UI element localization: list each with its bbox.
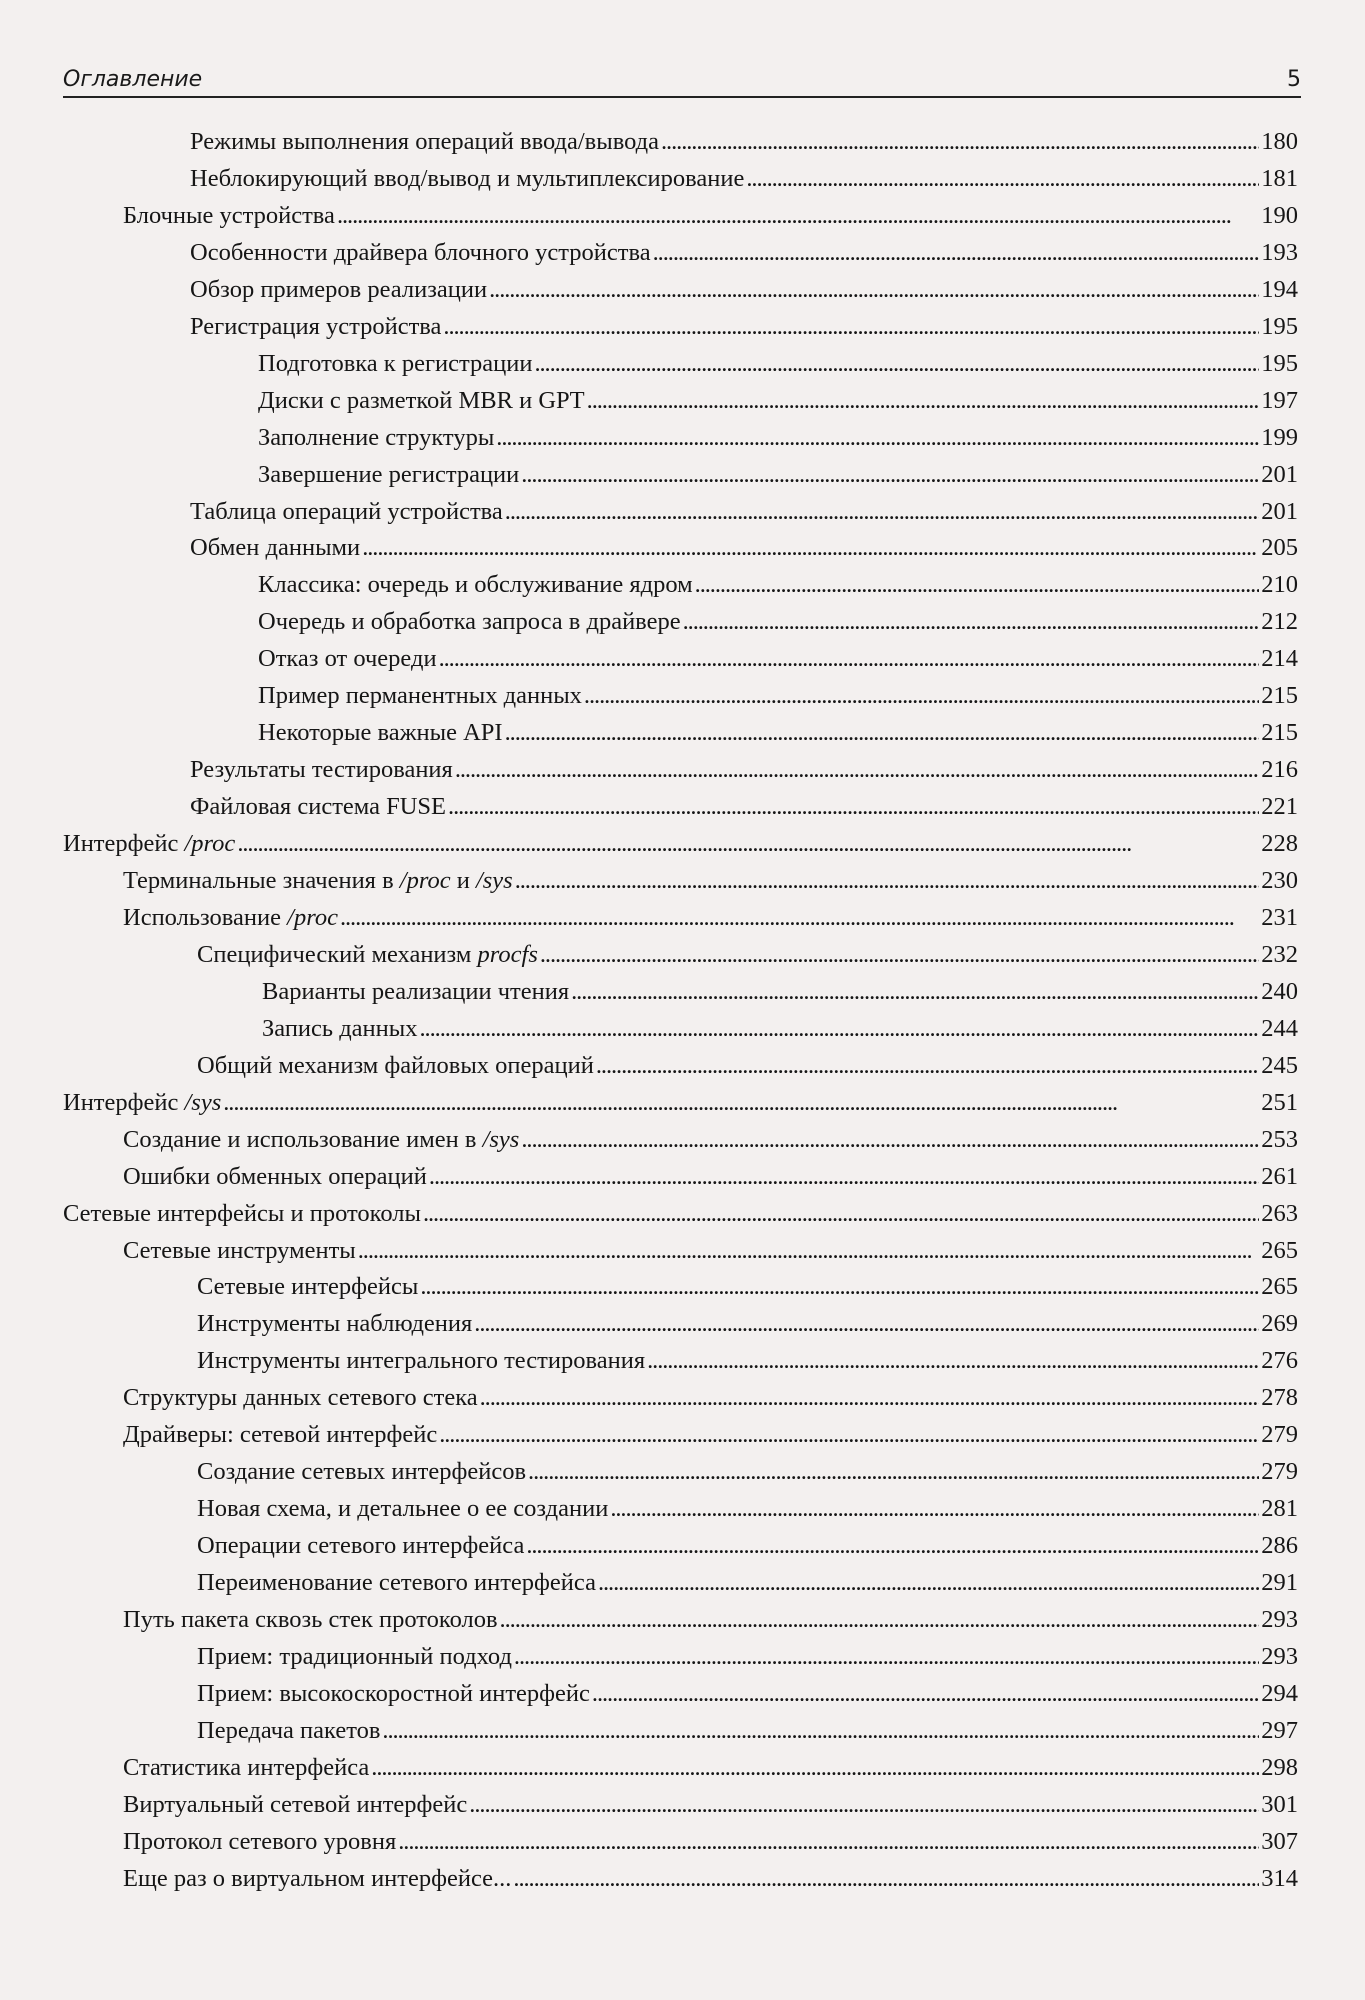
dot-leader — [371, 1754, 1259, 1782]
toc-entry-title: Прием: высокоскоростной интерфейс — [197, 1679, 590, 1707]
dot-leader — [480, 1384, 1260, 1412]
toc-entry-page: 293 — [1261, 1606, 1298, 1633]
dot-leader — [496, 424, 1259, 452]
dot-leader — [382, 1717, 1259, 1745]
toc-entry-page: 240 — [1261, 977, 1298, 1005]
toc-entry-title: Файловая система FUSE — [190, 793, 447, 821]
toc-entry-page: 314 — [1261, 1864, 1298, 1892]
toc-entry-page: 291 — [1261, 1569, 1298, 1597]
toc-entry-title: Статистика интерфейса — [123, 1753, 370, 1781]
dot-leader — [340, 904, 1259, 932]
dot-leader — [526, 1532, 1259, 1560]
toc-entry-page: 193 — [1261, 238, 1298, 266]
toc-entry-title: Некоторые важные API — [258, 719, 503, 747]
toc-entry-page: 199 — [1261, 423, 1298, 451]
toc-entry-title — [63, 1089, 223, 1117]
toc-entry-title: Еще раз о виртуальном интерфейсе... — [123, 1864, 512, 1892]
toc-entry-title: Протокол сетевого уровня — [123, 1827, 397, 1855]
dot-leader — [647, 1347, 1259, 1375]
toc-entry-page: 201 — [1261, 460, 1298, 488]
dot-leader — [455, 756, 1259, 784]
dot-leader — [223, 1089, 1259, 1117]
toc-entry-title — [63, 830, 237, 858]
toc-entry-page: 215 — [1261, 719, 1298, 747]
toc-entry-title: Драйверы: сетевой интерфейс — [123, 1421, 438, 1449]
page-number: 5 — [1287, 67, 1301, 92]
toc-entry-title-part: Создание и использование имен в — [123, 1125, 483, 1153]
dot-leader — [584, 682, 1259, 710]
toc-entry-page: 253 — [1261, 1125, 1298, 1153]
toc-entry-title-part: /sys — [184, 1088, 222, 1116]
toc-entry-title: Неблокирующий ввод/вывод и мультиплексирование — [190, 164, 745, 192]
toc-entry-page: 279 — [1261, 1458, 1298, 1486]
toc-entry-page: 210 — [1261, 571, 1298, 599]
dot-leader — [534, 350, 1259, 378]
dot-leader — [596, 1052, 1259, 1080]
toc-entry-title: Создание сетевых интерфейсов — [197, 1458, 527, 1486]
toc-entry-title: Заполнение структуры — [258, 423, 495, 451]
toc-entry-title: Очередь и обработка запроса в драйвере — [258, 608, 681, 636]
toc-entry-title — [123, 1126, 521, 1154]
dot-leader — [337, 202, 1259, 230]
toc-entry-title-part: Использование — [123, 903, 288, 931]
toc-entry-title: Путь пакета сквозь стек протоколов — [123, 1606, 498, 1633]
toc-entry-title: Передача пакетов — [197, 1716, 381, 1744]
dot-leader — [513, 1865, 1259, 1893]
toc-entry-page: 197 — [1261, 386, 1298, 414]
toc-entry-page: 281 — [1261, 1495, 1298, 1523]
dot-leader — [358, 1237, 1260, 1265]
dot-leader — [592, 1680, 1259, 1708]
toc-entry-title-part: Терминальные значения в — [123, 867, 400, 894]
toc-entry-page: 195 — [1261, 349, 1298, 377]
toc-entry-title: Общий механизм файловых операций — [197, 1051, 594, 1079]
dot-leader — [521, 1126, 1259, 1154]
toc-entry-title: Сетевые интерфейсы — [197, 1273, 419, 1301]
toc-entry-title: Сетевые интерфейсы и протоколы — [63, 1199, 421, 1227]
dot-leader — [661, 128, 1259, 156]
dot-leader — [746, 165, 1259, 193]
dot-leader — [439, 1421, 1259, 1449]
toc-entry-title: Прием: традиционный подход — [197, 1642, 512, 1670]
toc-entry-page: 245 — [1261, 1051, 1298, 1079]
toc-entry-page: 190 — [1261, 201, 1298, 229]
toc-entry-title: Отказ от очереди — [258, 645, 437, 673]
dot-leader — [653, 239, 1260, 267]
toc-entry-title — [123, 904, 340, 932]
toc-entry-page: 205 — [1261, 534, 1298, 562]
toc-entry-page: 216 — [1261, 756, 1298, 784]
toc-entry-title: Таблица операций устройства — [190, 497, 503, 525]
toc-entry-page: 180 — [1261, 128, 1298, 155]
toc-entry-title: Инструменты наблюдения — [197, 1310, 473, 1338]
toc-entry-title-part: /proc — [399, 867, 451, 894]
running-title: Оглавление — [63, 67, 203, 92]
toc-entry-page: 278 — [1261, 1384, 1298, 1412]
toc-entry-page: 279 — [1261, 1421, 1298, 1449]
dot-leader — [237, 830, 1259, 858]
toc-entry-title — [197, 941, 540, 969]
toc-entry-title-part: и — [450, 867, 476, 894]
toc-entry-title: Особенности драйвера блочного устройства — [190, 238, 651, 266]
dot-leader — [420, 1015, 1260, 1043]
dot-leader — [420, 1273, 1259, 1301]
toc-entry-title: Пример перманентных данных — [258, 682, 582, 710]
dot-leader — [521, 461, 1259, 489]
dot-leader — [423, 1200, 1259, 1228]
toc-entry-page: 265 — [1261, 1236, 1298, 1264]
toc-entry-page: 231 — [1261, 903, 1298, 931]
toc-entry-title: Структуры данных сетевого стека — [123, 1384, 478, 1412]
toc-entry-title-part: Специфический механизм — [197, 940, 478, 968]
toc-entry-title-part: /proc — [184, 830, 236, 858]
dot-leader — [528, 1458, 1259, 1486]
toc-entry-title — [123, 867, 515, 895]
dot-leader — [695, 571, 1260, 599]
toc-entry-title: Завершение регистрации — [258, 460, 520, 488]
toc-entry-page: 261 — [1261, 1162, 1298, 1190]
toc-entry-page: 301 — [1261, 1790, 1298, 1818]
dot-leader — [598, 1569, 1259, 1597]
toc-entry-page: 294 — [1261, 1679, 1298, 1707]
toc-entry-page: 269 — [1261, 1310, 1298, 1338]
toc-entry-title: Сетевые инструменты — [123, 1236, 356, 1264]
toc-entry-page: 212 — [1261, 608, 1298, 636]
toc-entry-page: 265 — [1261, 1273, 1298, 1301]
toc-entry-title: Регистрация устройства — [190, 312, 442, 340]
toc-entry-page: 230 — [1261, 867, 1298, 894]
toc-entry-page: 228 — [1261, 830, 1298, 858]
toc-entry-title: Инструменты интегрального тестирования — [197, 1347, 646, 1375]
dot-leader — [571, 978, 1259, 1006]
dot-leader — [514, 1643, 1259, 1671]
toc-entry-title-part: /sys — [482, 1125, 520, 1153]
dot-leader — [362, 534, 1259, 562]
dot-leader — [489, 276, 1259, 304]
toc-entry-title: Новая схема, и детальнее о ее создании — [197, 1495, 609, 1523]
toc-entry-title: Ошибки обменных операций — [123, 1162, 427, 1190]
toc-entry-title: Операции сетевого интерфейса — [197, 1532, 525, 1560]
dot-leader — [469, 1791, 1259, 1819]
toc-entry-title-part: /proc — [287, 903, 338, 931]
dot-leader — [505, 498, 1259, 526]
toc-entry-title-part: /sys — [475, 867, 513, 894]
toc-entry-page: 298 — [1261, 1753, 1298, 1781]
dot-leader — [500, 1606, 1260, 1634]
dot-leader — [683, 608, 1260, 636]
dot-leader — [505, 719, 1260, 747]
toc-entry-page: 293 — [1261, 1642, 1298, 1670]
toc-entry-page: 195 — [1261, 312, 1298, 340]
dot-leader — [443, 313, 1259, 341]
toc-entry-page: 215 — [1261, 682, 1298, 710]
toc-entry-page: 214 — [1261, 645, 1298, 673]
toc-entry-page: 244 — [1261, 1014, 1298, 1042]
running-header — [63, 62, 1301, 98]
dot-leader — [398, 1828, 1259, 1856]
toc-entry-page: 251 — [1261, 1088, 1298, 1116]
dot-leader — [540, 941, 1259, 969]
dot-leader — [610, 1495, 1259, 1523]
dot-leader — [439, 645, 1260, 673]
toc-entry-page: 276 — [1261, 1347, 1298, 1375]
toc-entry-title-part: Интерфейс — [63, 830, 185, 858]
toc-entry-title: Переименование сетевого интерфейса — [197, 1569, 596, 1597]
toc-entry-page: 201 — [1261, 497, 1298, 525]
toc-entry-title: Режимы выполнения операций ввода/вывода — [190, 128, 659, 155]
toc-entry-title: Обзор примеров реализации — [190, 275, 488, 303]
dot-leader — [429, 1163, 1259, 1191]
toc-entry-title: Диски с разметкой MBR и GPT — [258, 386, 585, 414]
toc-entry-title: Виртуальный сетевой интерфейс — [123, 1790, 468, 1818]
toc-entry-title: Подготовка к регистрации — [258, 349, 533, 377]
toc-entry-page: 181 — [1261, 164, 1298, 192]
toc-entry-title: Запись данных — [262, 1014, 418, 1042]
toc-entry-title: Варианты реализации чтения — [262, 977, 570, 1005]
toc-entry-page: 232 — [1261, 940, 1298, 968]
toc-entry-title: Обмен данными — [190, 534, 361, 562]
toc-entry-title: Блочные устройства — [123, 201, 335, 229]
toc-entry-page: 307 — [1261, 1827, 1298, 1855]
toc-entry-page: 297 — [1261, 1716, 1298, 1744]
toc-entry-title: Классика: очередь и обслуживание ядром — [258, 571, 693, 599]
toc-entry-title-part: procfs — [477, 940, 538, 968]
toc-entry-title-part: Интерфейс — [63, 1088, 185, 1116]
toc-entry-page: 221 — [1261, 793, 1298, 821]
dot-leader — [474, 1310, 1259, 1338]
toc-entry-title: Результаты тестирования — [190, 756, 453, 784]
dot-leader — [587, 387, 1260, 415]
toc-entry-page: 194 — [1261, 275, 1298, 303]
dot-leader — [448, 793, 1259, 821]
dot-leader — [515, 867, 1260, 895]
toc-entry-page: 286 — [1261, 1532, 1298, 1560]
toc-entry-page: 263 — [1261, 1199, 1298, 1227]
